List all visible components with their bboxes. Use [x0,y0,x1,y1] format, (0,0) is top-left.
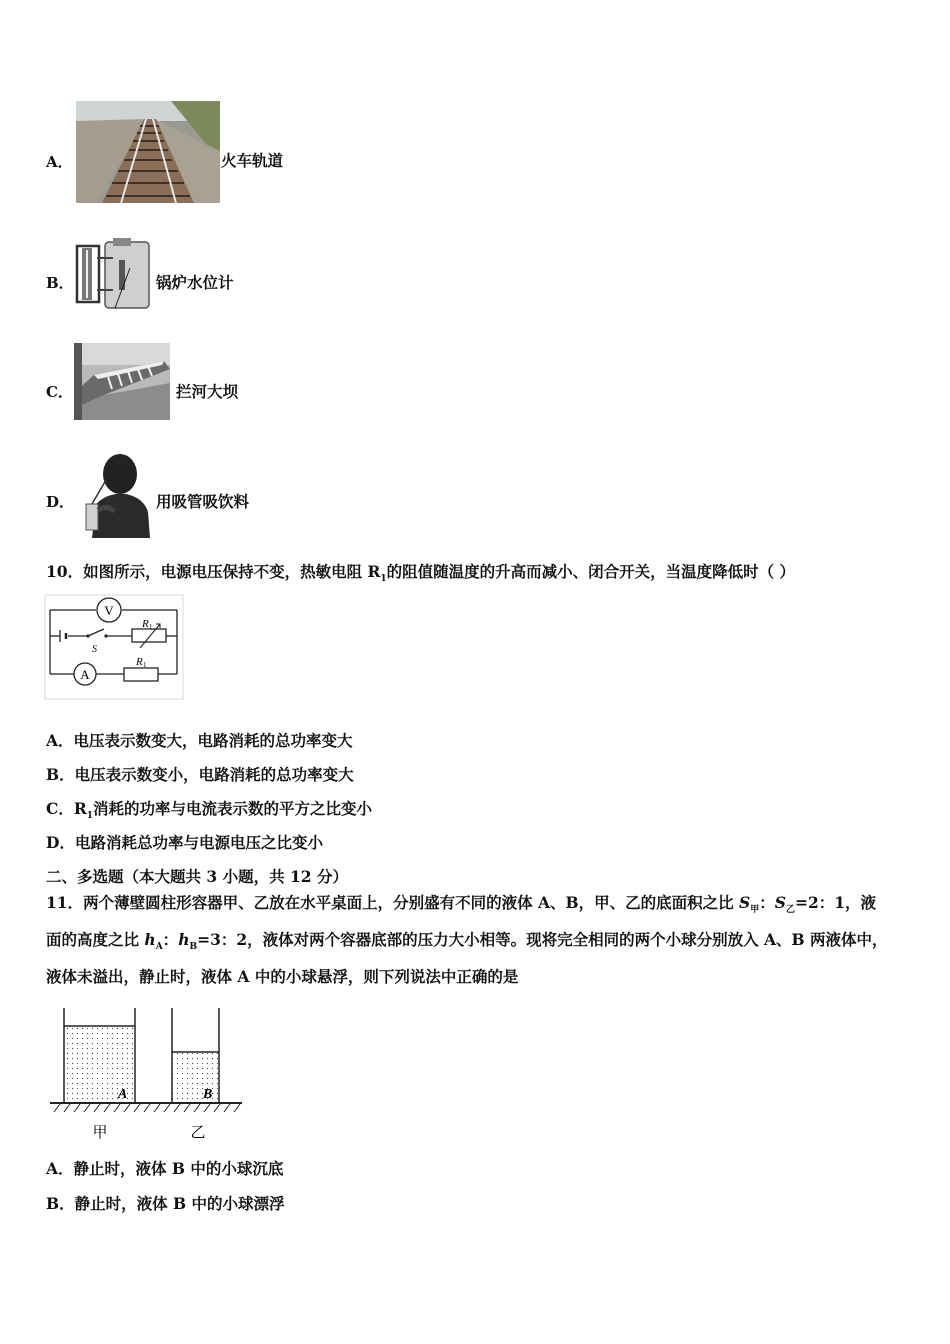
resistor-bottom-label: R [136,656,143,668]
railway-track-photo [76,101,220,203]
q11-option-a[interactable]: A．静止时，液体 B 中的小球沉底 [46,1159,284,1178]
question-11-line-1: 11．两个薄壁圆柱形容器甲、乙放在水平桌面上，分别盛有不同的液体 A、B，甲、乙的底面积之比 $S_甲$：$S_乙=2$：1，液 [46,893,877,916]
q10-option-b[interactable]: B．电压表示数变小，电路消耗的总功率变大 [46,765,354,784]
circuit-diagram [44,594,184,700]
section-heading: 二、多选题（本大题共 3 小题，共 12 分） [46,867,348,886]
river-dam-photo [74,343,170,420]
option-label: 锅炉水位计 [156,273,234,292]
svg-text:1: 1 [143,661,147,669]
boiler-water-gauge-photo [75,238,151,310]
liquid-b-label: B [203,1087,213,1102]
option-letter-b: B． [46,274,74,292]
option-letter-d: D． [46,493,75,511]
liquid-a-label: A [118,1087,128,1102]
q11-option-b[interactable]: B．静止时，液体 B 中的小球漂浮 [46,1194,285,1213]
switch-label: S [92,644,97,655]
q10-option-a[interactable]: A．电压表示数变大，电路消耗的总功率变大 [46,731,353,750]
option-letter-a: A． [46,153,73,171]
option-label: 用吸管吸饮料 [156,492,250,511]
q10-option-d[interactable]: D．电路消耗总功率与电源电压之比变小 [46,833,323,852]
option-label: 拦河大坝 [176,382,239,401]
ammeter-label: A [80,667,90,682]
q10-option-c[interactable]: C．$R_1$消耗的功率与电流表示数的平方之比变小 [46,799,373,822]
resistor-top-label: R [142,618,149,630]
question-10-stem: 10．如图所示，电源电压保持不变，热敏电阻 $R_1$的阻值随温度的升高而减小、闭合开关，当温度降低时（ ） [46,562,796,585]
option-letter-c: C． [46,383,73,401]
question-11-line-2: 面的高度之比 $h_A$：$h_B=3$：2，液体对两个容器底部的压力大小相等。现将完全相同的两个小球分别放入 A、B 两液体中， [46,930,888,953]
svg-text:1: 1 [149,623,153,631]
container-right-label: 乙 [190,1125,206,1141]
drinking-straw-photo [78,452,150,538]
voltmeter-label: V [104,603,114,618]
containers-diagram [46,1002,246,1144]
container-left-label: 甲 [92,1125,108,1141]
question-11-line-3: 液体未溢出，静止时，液体 A 中的小球悬浮，则下列说法中正确的是 [46,967,519,986]
option-label: 火车轨道 [221,151,284,170]
